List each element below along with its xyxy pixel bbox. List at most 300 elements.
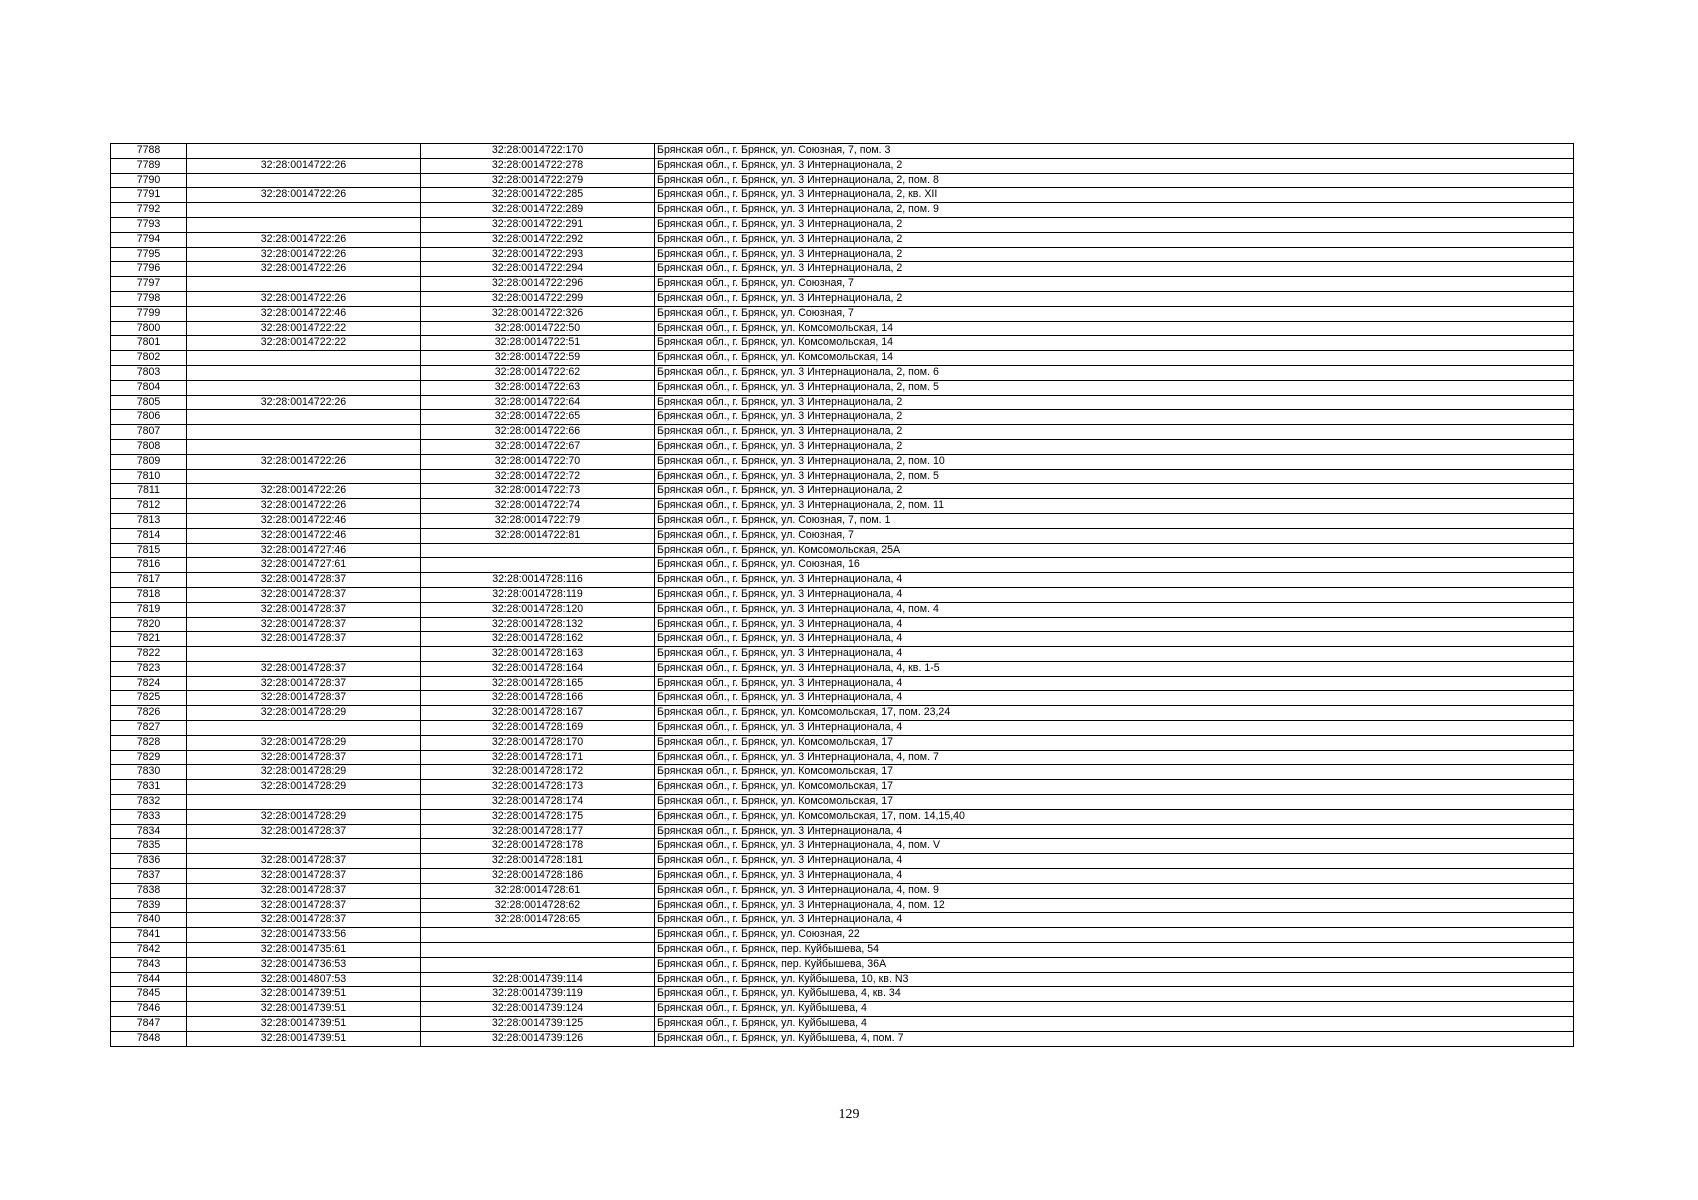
row-number-cell: 7821 xyxy=(111,632,187,647)
table-row xyxy=(111,972,1574,987)
parcel-cadastral-number-cell: 32:28:0014728:37 xyxy=(187,602,421,617)
table-row xyxy=(111,573,1574,588)
parcel-cadastral-number-cell xyxy=(187,795,421,810)
address-cell: Брянская обл., г. Брянск, ул. Комсомольская, 25А xyxy=(655,543,1574,558)
parcel-cadastral-number-cell: 32:28:0014722:26 xyxy=(187,262,421,277)
table-row xyxy=(111,439,1574,454)
table-row xyxy=(111,1031,1574,1046)
object-cadastral-number-cell: 32:28:0014728:120 xyxy=(421,602,655,617)
address-cell: Брянская обл., г. Брянск, ул. Комсомольская, 14 xyxy=(655,351,1574,366)
row-number-cell: 7835 xyxy=(111,839,187,854)
parcel-cadastral-number-cell xyxy=(187,410,421,425)
address-cell: Брянская обл., г. Брянск, ул. 3 Интернационала, 4 xyxy=(655,691,1574,706)
table-row xyxy=(111,528,1574,543)
row-number-cell: 7809 xyxy=(111,454,187,469)
parcel-cadastral-number-cell: 32:28:0014722:46 xyxy=(187,528,421,543)
parcel-cadastral-number-cell: 32:28:0014728:37 xyxy=(187,869,421,884)
address-cell: Брянская обл., г. Брянск, ул. Куйбышева, 4 xyxy=(655,1002,1574,1017)
parcel-cadastral-number-cell: 32:28:0014733:56 xyxy=(187,928,421,943)
address-cell: Брянская обл., г. Брянск, ул. 3 Интернационала, 4 xyxy=(655,869,1574,884)
parcel-cadastral-number-cell: 32:28:0014722:26 xyxy=(187,395,421,410)
row-number-cell: 7845 xyxy=(111,987,187,1002)
object-cadastral-number-cell: 32:28:0014722:59 xyxy=(421,351,655,366)
row-number-cell: 7848 xyxy=(111,1031,187,1046)
address-cell: Брянская обл., г. Брянск, ул. 3 Интернационала, 2, пом. 8 xyxy=(655,173,1574,188)
address-cell: Брянская обл., г. Брянск, ул. 3 Интернационала, 2 xyxy=(655,217,1574,232)
address-cell: Брянская обл., г. Брянск, ул. 3 Интернационала, 4 xyxy=(655,676,1574,691)
parcel-cadastral-number-cell: 32:28:0014735:61 xyxy=(187,943,421,958)
row-number-cell: 7811 xyxy=(111,484,187,499)
table-row xyxy=(111,144,1574,159)
object-cadastral-number-cell: 32:28:0014739:119 xyxy=(421,987,655,1002)
address-cell: Брянская обл., г. Брянск, ул. Союзная, 7 xyxy=(655,528,1574,543)
row-number-cell: 7814 xyxy=(111,528,187,543)
table-row xyxy=(111,306,1574,321)
object-cadastral-number-cell: 32:28:0014722:289 xyxy=(421,203,655,218)
row-number-cell: 7791 xyxy=(111,188,187,203)
object-cadastral-number-cell: 32:28:0014728:166 xyxy=(421,691,655,706)
parcel-cadastral-number-cell: 32:28:0014728:37 xyxy=(187,898,421,913)
address-cell: Брянская обл., г. Брянск, ул. 3 Интернационала, 2, кв. XII xyxy=(655,188,1574,203)
object-cadastral-number-cell: 32:28:0014722:72 xyxy=(421,469,655,484)
table-row xyxy=(111,602,1574,617)
object-cadastral-number-cell: 32:28:0014728:175 xyxy=(421,809,655,824)
parcel-cadastral-number-cell: 32:28:0014728:29 xyxy=(187,780,421,795)
address-cell: Брянская обл., г. Брянск, ул. 3 Интернационала, 4, пом. V xyxy=(655,839,1574,854)
parcel-cadastral-number-cell xyxy=(187,203,421,218)
address-cell: Брянская обл., г. Брянск, ул. 3 Интернационала, 2, пом. 10 xyxy=(655,454,1574,469)
object-cadastral-number-cell: 32:28:0014728:186 xyxy=(421,869,655,884)
row-number-cell: 7847 xyxy=(111,1017,187,1032)
address-cell: Брянская обл., г. Брянск, ул. 3 Интернационала, 4 xyxy=(655,587,1574,602)
table-row xyxy=(111,735,1574,750)
parcel-cadastral-number-cell: 32:28:0014739:51 xyxy=(187,1002,421,1017)
row-number-cell: 7825 xyxy=(111,691,187,706)
table-row xyxy=(111,558,1574,573)
parcel-cadastral-number-cell xyxy=(187,425,421,440)
object-cadastral-number-cell: 32:28:0014722:292 xyxy=(421,232,655,247)
table-row xyxy=(111,883,1574,898)
row-number-cell: 7822 xyxy=(111,647,187,662)
table-row xyxy=(111,365,1574,380)
address-cell: Брянская обл., г. Брянск, ул. Союзная, 16 xyxy=(655,558,1574,573)
row-number-cell: 7810 xyxy=(111,469,187,484)
address-cell: Брянская обл., г. Брянск, ул. Комсомольская, 17 xyxy=(655,735,1574,750)
object-cadastral-number-cell: 32:28:0014722:63 xyxy=(421,380,655,395)
table-row xyxy=(111,928,1574,943)
parcel-cadastral-number-cell: 32:28:0014728:37 xyxy=(187,691,421,706)
parcel-cadastral-number-cell: 32:28:0014736:53 xyxy=(187,957,421,972)
object-cadastral-number-cell: 32:28:0014722:73 xyxy=(421,484,655,499)
table-row xyxy=(111,913,1574,928)
row-number-cell: 7839 xyxy=(111,898,187,913)
object-cadastral-number-cell: 32:28:0014722:296 xyxy=(421,277,655,292)
object-cadastral-number-cell: 32:28:0014728:170 xyxy=(421,735,655,750)
address-cell: Брянская обл., г. Брянск, ул. Комсомольская, 17 xyxy=(655,795,1574,810)
object-cadastral-number-cell: 32:28:0014728:132 xyxy=(421,617,655,632)
row-number-cell: 7799 xyxy=(111,306,187,321)
row-number-cell: 7837 xyxy=(111,869,187,884)
row-number-cell: 7808 xyxy=(111,439,187,454)
parcel-cadastral-number-cell: 32:28:0014739:51 xyxy=(187,987,421,1002)
table-row xyxy=(111,425,1574,440)
address-cell: Брянская обл., г. Брянск, ул. 3 Интернационала, 4 xyxy=(655,824,1574,839)
address-cell: Брянская обл., г. Брянск, ул. 3 Интернационала, 4 xyxy=(655,721,1574,736)
object-cadastral-number-cell: 32:28:0014728:165 xyxy=(421,676,655,691)
row-number-cell: 7829 xyxy=(111,750,187,765)
parcel-cadastral-number-cell: 32:28:0014728:37 xyxy=(187,632,421,647)
object-cadastral-number-cell xyxy=(421,543,655,558)
row-number-cell: 7818 xyxy=(111,587,187,602)
address-cell: Брянская обл., г. Брянск, ул. 3 Интернационала, 4 xyxy=(655,913,1574,928)
parcel-cadastral-number-cell xyxy=(187,647,421,662)
address-cell: Брянская обл., г. Брянск, ул. 3 Интернационала, 2 xyxy=(655,158,1574,173)
row-number-cell: 7830 xyxy=(111,765,187,780)
row-number-cell: 7842 xyxy=(111,943,187,958)
address-cell: Брянская обл., г. Брянск, пер. Куйбышева, 54 xyxy=(655,943,1574,958)
parcel-cadastral-number-cell xyxy=(187,439,421,454)
address-cell: Брянская обл., г. Брянск, ул. Куйбышева, 10, кв. N3 xyxy=(655,972,1574,987)
row-number-cell: 7804 xyxy=(111,380,187,395)
address-cell: Брянская обл., г. Брянск, ул. Куйбышева, 4, кв. 34 xyxy=(655,987,1574,1002)
object-cadastral-number-cell: 32:28:0014722:291 xyxy=(421,217,655,232)
object-cadastral-number-cell: 32:28:0014722:79 xyxy=(421,513,655,528)
object-cadastral-number-cell xyxy=(421,957,655,972)
object-cadastral-number-cell: 32:28:0014722:279 xyxy=(421,173,655,188)
row-number-cell: 7792 xyxy=(111,203,187,218)
object-cadastral-number-cell: 32:28:0014728:177 xyxy=(421,824,655,839)
address-cell: Брянская обл., г. Брянск, ул. 3 Интернационала, 4, пом. 9 xyxy=(655,883,1574,898)
row-number-cell: 7812 xyxy=(111,499,187,514)
table-row xyxy=(111,513,1574,528)
object-cadastral-number-cell: 32:28:0014722:293 xyxy=(421,247,655,262)
parcel-cadastral-number-cell: 32:28:0014728:37 xyxy=(187,661,421,676)
parcel-cadastral-number-cell: 32:28:0014722:26 xyxy=(187,291,421,306)
parcel-cadastral-number-cell: 32:28:0014722:26 xyxy=(187,484,421,499)
table-row xyxy=(111,499,1574,514)
address-cell: Брянская обл., г. Брянск, ул. 3 Интернационала, 2 xyxy=(655,262,1574,277)
row-number-cell: 7806 xyxy=(111,410,187,425)
row-number-cell: 7838 xyxy=(111,883,187,898)
parcel-cadastral-number-cell: 32:28:0014722:26 xyxy=(187,499,421,514)
object-cadastral-number-cell: 32:28:0014722:81 xyxy=(421,528,655,543)
address-cell: Брянская обл., г. Брянск, ул. 3 Интернационала, 4 xyxy=(655,854,1574,869)
parcel-cadastral-number-cell: 32:28:0014722:46 xyxy=(187,306,421,321)
address-cell: Брянская обл., г. Брянск, ул. 3 Интернационала, 4 xyxy=(655,617,1574,632)
object-cadastral-number-cell: 32:28:0014728:171 xyxy=(421,750,655,765)
parcel-cadastral-number-cell: 32:28:0014728:29 xyxy=(187,809,421,824)
row-number-cell: 7813 xyxy=(111,513,187,528)
table-row xyxy=(111,262,1574,277)
object-cadastral-number-cell: 32:28:0014728:119 xyxy=(421,587,655,602)
table-row xyxy=(111,173,1574,188)
address-cell: Брянская обл., г. Брянск, ул. Комсомольская, 17 xyxy=(655,765,1574,780)
parcel-cadastral-number-cell xyxy=(187,365,421,380)
table-row xyxy=(111,795,1574,810)
object-cadastral-number-cell xyxy=(421,928,655,943)
row-number-cell: 7843 xyxy=(111,957,187,972)
table-row xyxy=(111,454,1574,469)
object-cadastral-number-cell: 32:28:0014728:62 xyxy=(421,898,655,913)
row-number-cell: 7790 xyxy=(111,173,187,188)
address-cell: Брянская обл., г. Брянск, ул. Комсомольская, 17, пом. 23,24 xyxy=(655,706,1574,721)
page-number: 129 xyxy=(838,1107,860,1122)
row-number-cell: 7823 xyxy=(111,661,187,676)
parcel-cadastral-number-cell: 32:28:0014728:37 xyxy=(187,750,421,765)
address-cell: Брянская обл., г. Брянск, ул. 3 Интернационала, 2 xyxy=(655,410,1574,425)
object-cadastral-number-cell: 32:28:0014739:125 xyxy=(421,1017,655,1032)
parcel-cadastral-number-cell: 32:28:0014728:37 xyxy=(187,676,421,691)
parcel-cadastral-number-cell: 32:28:0014727:61 xyxy=(187,558,421,573)
row-number-cell: 7833 xyxy=(111,809,187,824)
parcel-cadastral-number-cell xyxy=(187,469,421,484)
object-cadastral-number-cell: 32:28:0014728:163 xyxy=(421,647,655,662)
address-cell: Брянская обл., г. Брянск, ул. Союзная, 7 xyxy=(655,306,1574,321)
table-row xyxy=(111,277,1574,292)
address-cell: Брянская обл., г. Брянск, ул. Комсомольская, 17, пом. 14,15,40 xyxy=(655,809,1574,824)
address-cell: Брянская обл., г. Брянск, ул. 3 Интернационала, 4, пом. 12 xyxy=(655,898,1574,913)
address-cell: Брянская обл., г. Брянск, ул. 3 Интернационала, 2, пом. 9 xyxy=(655,203,1574,218)
row-number-cell: 7819 xyxy=(111,602,187,617)
address-cell: Брянская обл., г. Брянск, ул. Союзная, 7 xyxy=(655,277,1574,292)
object-cadastral-number-cell xyxy=(421,558,655,573)
table-row xyxy=(111,943,1574,958)
address-cell: Брянская обл., г. Брянск, ул. 3 Интернационала, 2 xyxy=(655,247,1574,262)
object-cadastral-number-cell: 32:28:0014722:326 xyxy=(421,306,655,321)
parcel-cadastral-number-cell xyxy=(187,721,421,736)
object-cadastral-number-cell: 32:28:0014722:67 xyxy=(421,439,655,454)
address-cell: Брянская обл., г. Брянск, ул. Союзная, 7, пом. 3 xyxy=(655,144,1574,159)
table-row xyxy=(111,1017,1574,1032)
table-row xyxy=(111,632,1574,647)
row-number-cell: 7794 xyxy=(111,232,187,247)
table-row xyxy=(111,321,1574,336)
object-cadastral-number-cell: 32:28:0014722:50 xyxy=(421,321,655,336)
object-cadastral-number-cell: 32:28:0014728:61 xyxy=(421,883,655,898)
table-row xyxy=(111,587,1574,602)
object-cadastral-number-cell: 32:28:0014728:169 xyxy=(421,721,655,736)
row-number-cell: 7841 xyxy=(111,928,187,943)
parcel-cadastral-number-cell: 32:28:0014728:29 xyxy=(187,765,421,780)
address-cell: Брянская обл., г. Брянск, ул. Союзная, 22 xyxy=(655,928,1574,943)
parcel-cadastral-number-cell: 32:28:0014722:22 xyxy=(187,321,421,336)
table-row xyxy=(111,869,1574,884)
table-row xyxy=(111,824,1574,839)
object-cadastral-number-cell: 32:28:0014728:174 xyxy=(421,795,655,810)
parcel-cadastral-number-cell: 32:28:0014722:46 xyxy=(187,513,421,528)
row-number-cell: 7815 xyxy=(111,543,187,558)
row-number-cell: 7802 xyxy=(111,351,187,366)
table-row xyxy=(111,1002,1574,1017)
row-number-cell: 7834 xyxy=(111,824,187,839)
address-cell: Брянская обл., г. Брянск, ул. 3 Интернационала, 4 xyxy=(655,573,1574,588)
object-cadastral-number-cell: 32:28:0014728:162 xyxy=(421,632,655,647)
row-number-cell: 7807 xyxy=(111,425,187,440)
table-row xyxy=(111,750,1574,765)
parcel-cadastral-number-cell: 32:28:0014728:29 xyxy=(187,735,421,750)
table-row xyxy=(111,247,1574,262)
address-cell: Брянская обл., г. Брянск, ул. Куйбышева, 4 xyxy=(655,1017,1574,1032)
parcel-cadastral-number-cell xyxy=(187,380,421,395)
table-row xyxy=(111,395,1574,410)
table-row xyxy=(111,469,1574,484)
object-cadastral-number-cell: 32:28:0014728:164 xyxy=(421,661,655,676)
table-row xyxy=(111,217,1574,232)
row-number-cell: 7797 xyxy=(111,277,187,292)
address-cell: Брянская обл., г. Брянск, ул. Куйбышева, 4, пом. 7 xyxy=(655,1031,1574,1046)
table-row xyxy=(111,203,1574,218)
table-row xyxy=(111,721,1574,736)
object-cadastral-number-cell: 32:28:0014722:278 xyxy=(421,158,655,173)
row-number-cell: 7817 xyxy=(111,573,187,588)
row-number-cell: 7827 xyxy=(111,721,187,736)
table-row xyxy=(111,158,1574,173)
object-cadastral-number-cell: 32:28:0014722:170 xyxy=(421,144,655,159)
registry-table xyxy=(110,143,1574,1047)
address-cell: Брянская обл., г. Брянск, ул. 3 Интернационала, 4, кв. 1-5 xyxy=(655,661,1574,676)
parcel-cadastral-number-cell xyxy=(187,351,421,366)
parcel-cadastral-number-cell xyxy=(187,839,421,854)
object-cadastral-number-cell: 32:28:0014722:65 xyxy=(421,410,655,425)
parcel-cadastral-number-cell: 32:28:0014722:26 xyxy=(187,158,421,173)
object-cadastral-number-cell: 32:28:0014728:116 xyxy=(421,573,655,588)
table-row xyxy=(111,839,1574,854)
row-number-cell: 7801 xyxy=(111,336,187,351)
parcel-cadastral-number-cell: 32:28:0014728:37 xyxy=(187,573,421,588)
table-row xyxy=(111,898,1574,913)
address-cell: Брянская обл., г. Брянск, ул. 3 Интернационала, 2 xyxy=(655,291,1574,306)
table-row xyxy=(111,780,1574,795)
object-cadastral-number-cell: 32:28:0014739:114 xyxy=(421,972,655,987)
row-number-cell: 7826 xyxy=(111,706,187,721)
table-row xyxy=(111,647,1574,662)
object-cadastral-number-cell: 32:28:0014728:181 xyxy=(421,854,655,869)
address-cell: Брянская обл., г. Брянск, ул. 3 Интернационала, 4 xyxy=(655,632,1574,647)
object-cadastral-number-cell: 32:28:0014728:65 xyxy=(421,913,655,928)
address-cell: Брянская обл., г. Брянск, ул. Союзная, 7, пом. 1 xyxy=(655,513,1574,528)
parcel-cadastral-number-cell: 32:28:0014722:26 xyxy=(187,247,421,262)
address-cell: Брянская обл., г. Брянск, ул. 3 Интернационала, 2 xyxy=(655,484,1574,499)
row-number-cell: 7824 xyxy=(111,676,187,691)
address-cell: Брянская обл., г. Брянск, ул. Комсомольская, 17 xyxy=(655,780,1574,795)
address-cell: Брянская обл., г. Брянск, ул. Комсомольская, 14 xyxy=(655,336,1574,351)
address-cell: Брянская обл., г. Брянск, ул. 3 Интернационала, 4 xyxy=(655,647,1574,662)
address-cell: Брянская обл., г. Брянск, ул. Комсомольская, 14 xyxy=(655,321,1574,336)
row-number-cell: 7846 xyxy=(111,1002,187,1017)
object-cadastral-number-cell: 32:28:0014728:172 xyxy=(421,765,655,780)
parcel-cadastral-number-cell: 32:28:0014728:37 xyxy=(187,617,421,632)
row-number-cell: 7844 xyxy=(111,972,187,987)
table-row xyxy=(111,410,1574,425)
object-cadastral-number-cell: 32:28:0014722:74 xyxy=(421,499,655,514)
object-cadastral-number-cell: 32:28:0014739:126 xyxy=(421,1031,655,1046)
parcel-cadastral-number-cell: 32:28:0014728:37 xyxy=(187,883,421,898)
table-row xyxy=(111,691,1574,706)
address-cell: Брянская обл., г. Брянск, ул. 3 Интернационала, 4, пом. 4 xyxy=(655,602,1574,617)
object-cadastral-number-cell: 32:28:0014722:299 xyxy=(421,291,655,306)
parcel-cadastral-number-cell: 32:28:0014722:26 xyxy=(187,232,421,247)
parcel-cadastral-number-cell: 32:28:0014728:37 xyxy=(187,824,421,839)
row-number-cell: 7796 xyxy=(111,262,187,277)
parcel-cadastral-number-cell: 32:28:0014722:22 xyxy=(187,336,421,351)
table-row xyxy=(111,706,1574,721)
row-number-cell: 7795 xyxy=(111,247,187,262)
row-number-cell: 7788 xyxy=(111,144,187,159)
object-cadastral-number-cell: 32:28:0014722:285 xyxy=(421,188,655,203)
parcel-cadastral-number-cell xyxy=(187,144,421,159)
table-row xyxy=(111,809,1574,824)
parcel-cadastral-number-cell: 32:28:0014807:53 xyxy=(187,972,421,987)
table-row xyxy=(111,188,1574,203)
address-cell: Брянская обл., г. Брянск, ул. 3 Интернационала, 2 xyxy=(655,425,1574,440)
parcel-cadastral-number-cell xyxy=(187,217,421,232)
row-number-cell: 7793 xyxy=(111,217,187,232)
address-cell: Брянская обл., г. Брянск, ул. 3 Интернационала, 4, пом. 7 xyxy=(655,750,1574,765)
parcel-cadastral-number-cell: 32:28:0014728:37 xyxy=(187,587,421,602)
table-row xyxy=(111,765,1574,780)
address-cell: Брянская обл., г. Брянск, пер. Куйбышева, 36А xyxy=(655,957,1574,972)
parcel-cadastral-number-cell: 32:28:0014728:29 xyxy=(187,706,421,721)
table-row xyxy=(111,854,1574,869)
address-cell: Брянская обл., г. Брянск, ул. 3 Интернационала, 2, пом. 11 xyxy=(655,499,1574,514)
table-row xyxy=(111,661,1574,676)
parcel-cadastral-number-cell: 32:28:0014728:37 xyxy=(187,854,421,869)
parcel-cadastral-number-cell: 32:28:0014739:51 xyxy=(187,1017,421,1032)
row-number-cell: 7831 xyxy=(111,780,187,795)
row-number-cell: 7840 xyxy=(111,913,187,928)
object-cadastral-number-cell: 32:28:0014722:294 xyxy=(421,262,655,277)
address-cell: Брянская обл., г. Брянск, ул. 3 Интернационала, 2 xyxy=(655,232,1574,247)
table-row xyxy=(111,543,1574,558)
address-cell: Брянская обл., г. Брянск, ул. 3 Интернационала, 2, пом. 5 xyxy=(655,380,1574,395)
address-cell: Брянская обл., г. Брянск, ул. 3 Интернационала, 2 xyxy=(655,439,1574,454)
row-number-cell: 7836 xyxy=(111,854,187,869)
parcel-cadastral-number-cell: 32:28:0014722:26 xyxy=(187,454,421,469)
object-cadastral-number-cell: 32:28:0014722:66 xyxy=(421,425,655,440)
address-cell: Брянская обл., г. Брянск, ул. 3 Интернационала, 2 xyxy=(655,395,1574,410)
address-cell: Брянская обл., г. Брянск, ул. 3 Интернационала, 2, пом. 5 xyxy=(655,469,1574,484)
row-number-cell: 7832 xyxy=(111,795,187,810)
object-cadastral-number-cell xyxy=(421,943,655,958)
row-number-cell: 7800 xyxy=(111,321,187,336)
registry-table-body xyxy=(111,144,1574,1047)
table-row xyxy=(111,676,1574,691)
parcel-cadastral-number-cell: 32:28:0014728:37 xyxy=(187,913,421,928)
row-number-cell: 7798 xyxy=(111,291,187,306)
table-row xyxy=(111,380,1574,395)
object-cadastral-number-cell: 32:28:0014722:51 xyxy=(421,336,655,351)
table-row xyxy=(111,232,1574,247)
object-cadastral-number-cell: 32:28:0014728:173 xyxy=(421,780,655,795)
parcel-cadastral-number-cell xyxy=(187,277,421,292)
object-cadastral-number-cell: 32:28:0014728:178 xyxy=(421,839,655,854)
row-number-cell: 7789 xyxy=(111,158,187,173)
table-row xyxy=(111,351,1574,366)
table-row xyxy=(111,617,1574,632)
object-cadastral-number-cell: 32:28:0014722:64 xyxy=(421,395,655,410)
object-cadastral-number-cell: 32:28:0014722:62 xyxy=(421,365,655,380)
table-row xyxy=(111,291,1574,306)
row-number-cell: 7828 xyxy=(111,735,187,750)
table-row xyxy=(111,336,1574,351)
parcel-cadastral-number-cell: 32:28:0014727:46 xyxy=(187,543,421,558)
table-row xyxy=(111,957,1574,972)
parcel-cadastral-number-cell: 32:28:0014739:51 xyxy=(187,1031,421,1046)
object-cadastral-number-cell: 32:28:0014722:70 xyxy=(421,454,655,469)
parcel-cadastral-number-cell xyxy=(187,173,421,188)
row-number-cell: 7820 xyxy=(111,617,187,632)
row-number-cell: 7803 xyxy=(111,365,187,380)
